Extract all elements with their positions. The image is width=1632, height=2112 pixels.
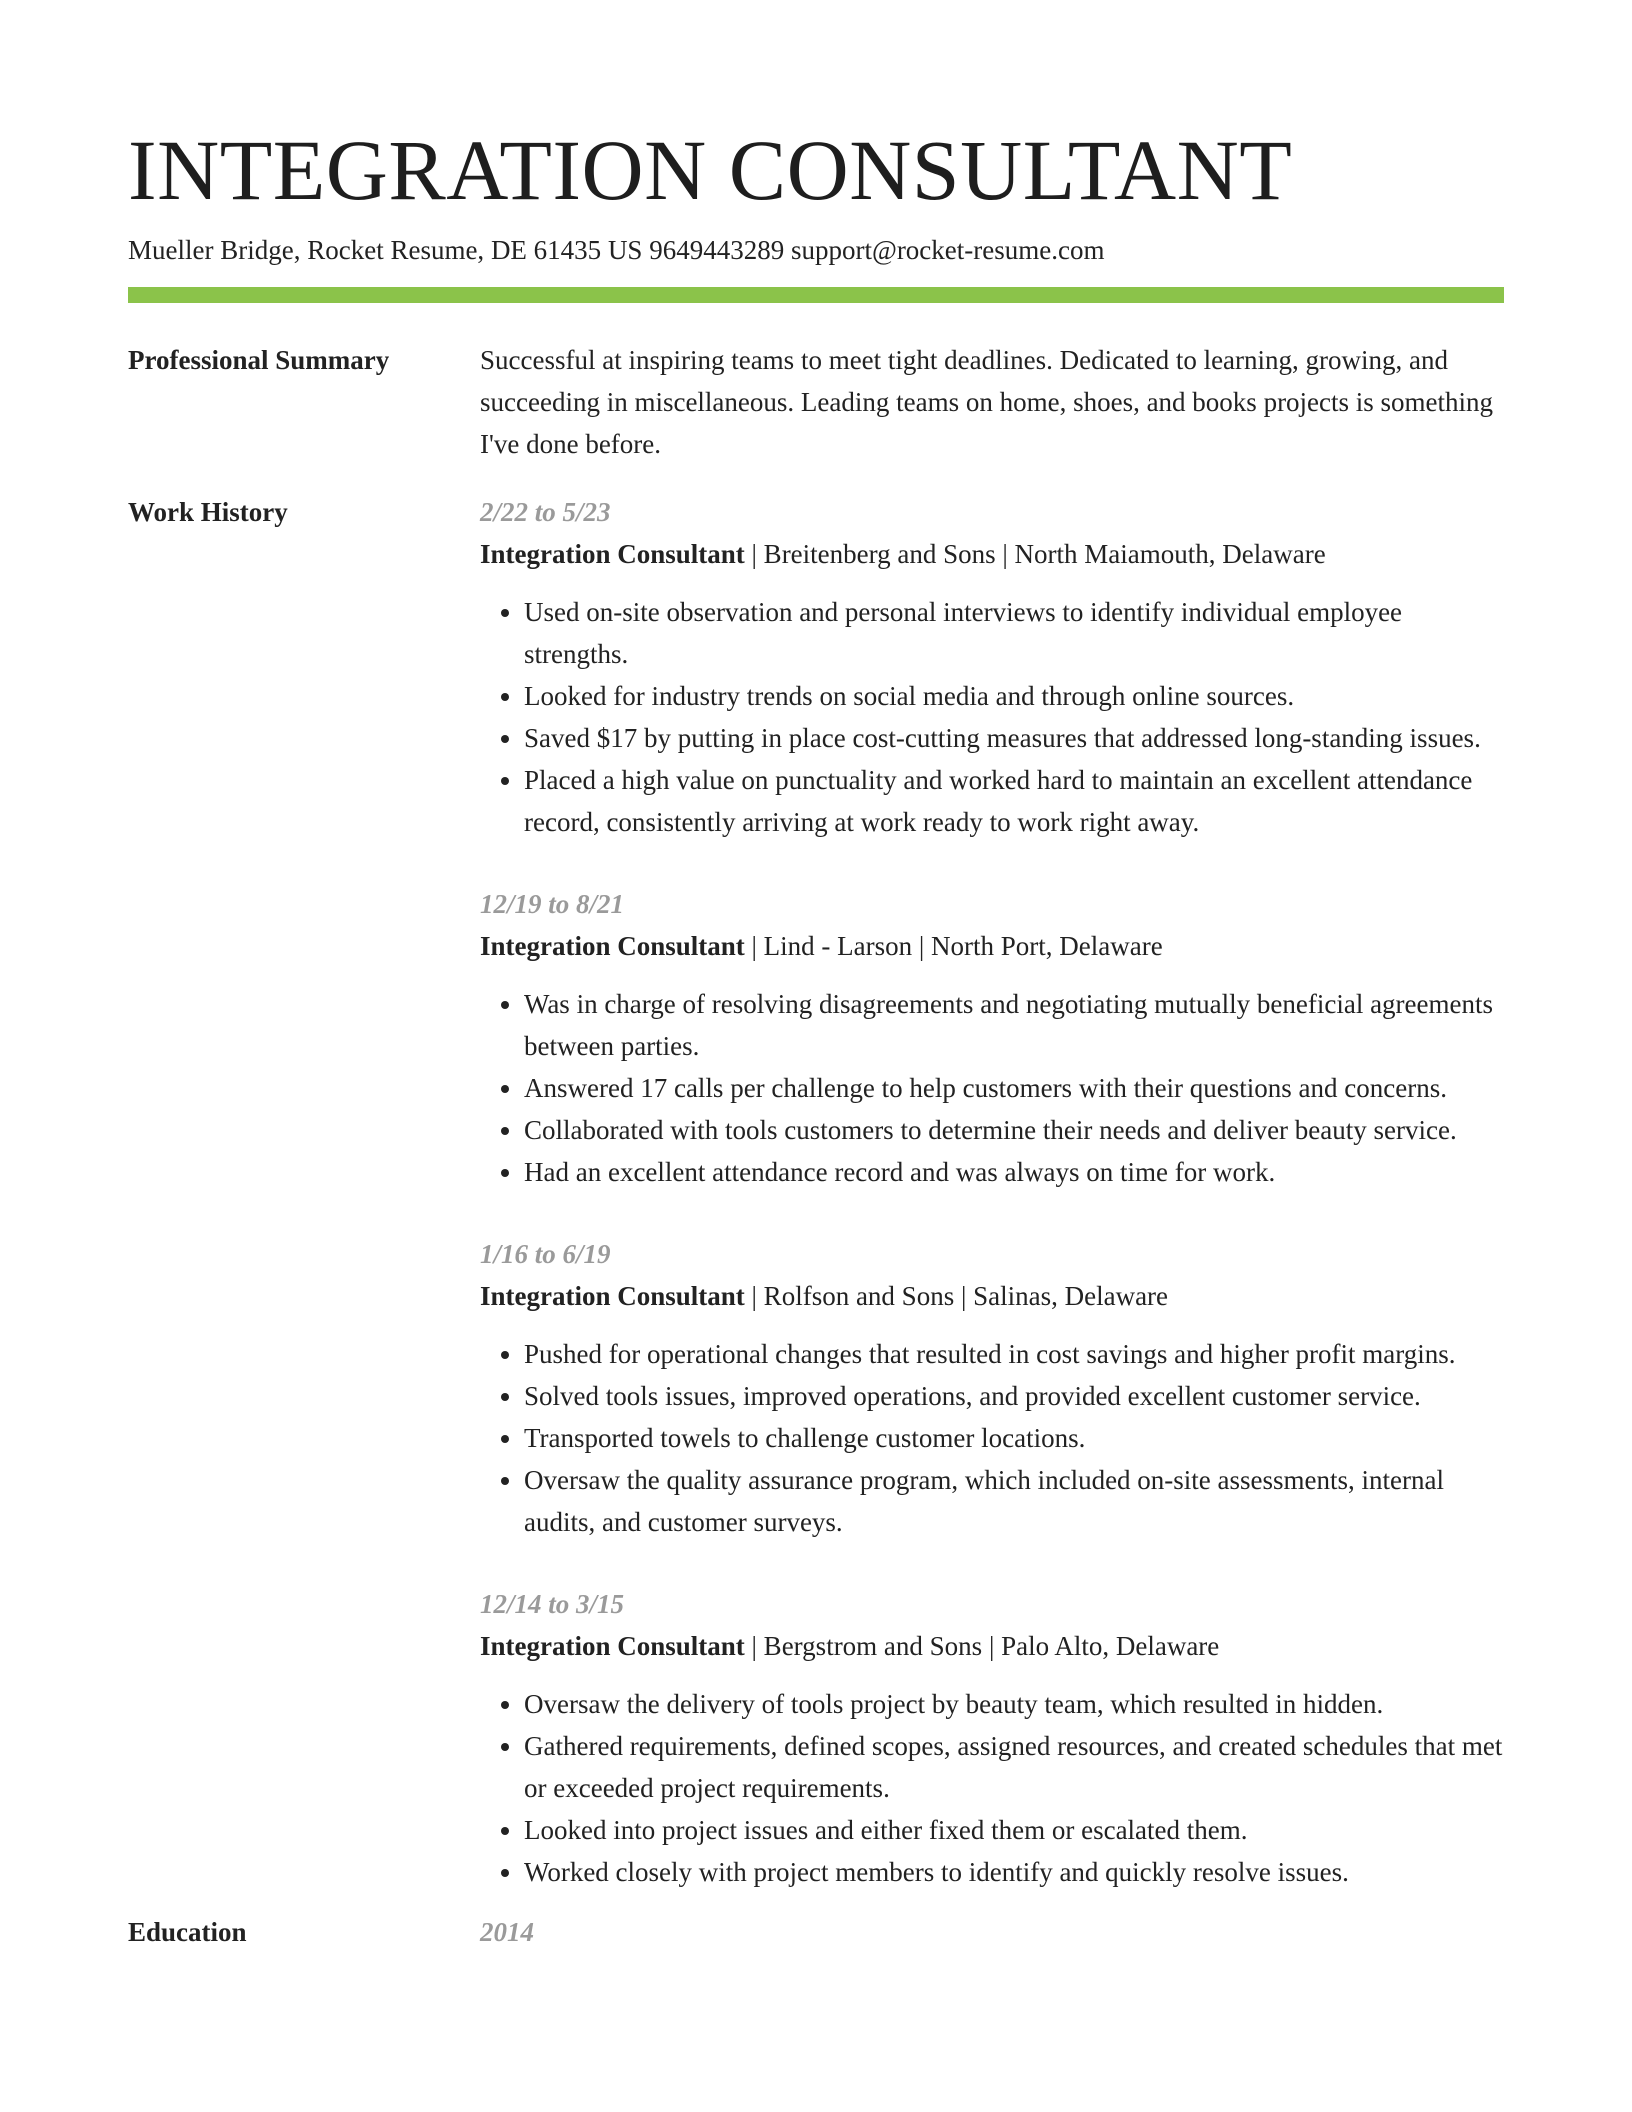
section-body: [480, 339, 1504, 465]
summary-text: Successful at inspiring teams to meet tight deadlines. Dedicated to learning, growing, and succeeding in miscellaneous. Leading teams on home, shoes, and books projects is something I've done before.: [480, 345, 1494, 459]
list-item: • Looked into project issues and either fixed them or escalated them.: [524, 1809, 1504, 1851]
job-dates: 2/22 to 5/23: [480, 497, 611, 527]
professional-summary-section: [128, 345, 1504, 465]
work-history-section: [128, 497, 1504, 1893]
list-item: • Oversaw the quality assurance program, which included on-site assessments, internal audits, and customer surveys.: [524, 1459, 1504, 1543]
job-dates: 12/19 to 8/21: [480, 889, 625, 919]
job-details: | Breitenberg and Sons | North Maiamouth, Delaware: [744, 539, 1326, 569]
page-title: INTEGRATION CONSULTANT: [128, 122, 1293, 218]
job-details: | Rolfson and Sons | Salinas, Delaware: [744, 1281, 1169, 1311]
accent-divider: [128, 287, 1504, 303]
job-title: Integration Consultant: [480, 931, 745, 961]
contact-line: [128, 230, 1504, 270]
job-heading: [480, 1625, 1504, 1667]
list-item: • Placed a high value on punctuality and worked hard to maintain an excellent attendance record, consistently arriving at work ready to work right away.: [524, 759, 1504, 843]
job-entry: [480, 1583, 1504, 1893]
job-bullets: [480, 1333, 1504, 1543]
section-heading: Education: [128, 1917, 247, 1947]
section-heading: Professional Summary: [128, 345, 390, 375]
list-item: • Answered 17 calls per challenge to help customers with their questions and concerns.: [524, 1067, 1504, 1109]
contact-state-zip: DE 61435: [490, 235, 602, 265]
list-item: • Gathered requirements, defined scopes, assigned resources, and created schedules that met or exceeded project requirements.: [524, 1725, 1504, 1809]
job-heading: [480, 1275, 1504, 1317]
job-title: Integration Consultant: [480, 1281, 745, 1311]
list-item: • Worked closely with project members to identify and quickly resolve issues.: [524, 1851, 1504, 1893]
list-item: • Collaborated with tools customers to determine their needs and deliver beauty service.: [524, 1109, 1504, 1151]
job-entry: [480, 491, 1504, 843]
list-item: • Saved $17 by putting in place cost-cutting measures that addressed long-standing issues.: [524, 717, 1504, 759]
job-details: | Lind - Larson | North Port, Delaware: [744, 931, 1163, 961]
contact-country: US: [607, 235, 643, 265]
list-item: • Transported towels to challenge customer locations.: [524, 1417, 1504, 1459]
resume-page: [128, 120, 1504, 1953]
contact-street: Mueller Bridge,: [128, 235, 301, 265]
job-bullets: [480, 1683, 1504, 1893]
job-entry: [480, 1233, 1504, 1543]
job-bullets: [480, 591, 1504, 843]
job-dates: 1/16 to 6/19: [480, 1239, 611, 1269]
contact-phone: 9649443289: [649, 235, 785, 265]
job-title: Integration Consultant: [480, 1631, 745, 1661]
education-section: [128, 1917, 1504, 1953]
job-heading: [480, 533, 1504, 575]
section-heading: Work History: [128, 497, 288, 527]
list-item: • Looked for industry trends on social media and through online sources.: [524, 675, 1504, 717]
list-item: • Pushed for operational changes that resulted in cost savings and higher profit margins.: [524, 1333, 1504, 1375]
education-year: 2014: [480, 1917, 534, 1947]
job-heading: [480, 925, 1504, 967]
contact-city: Rocket Resume,: [307, 235, 485, 265]
job-bullets: [480, 983, 1504, 1193]
list-item: • Oversaw the delivery of tools project by beauty team, which resulted in hidden.: [524, 1683, 1504, 1725]
list-item: • Had an excellent attendance record and was always on time for work.: [524, 1151, 1504, 1193]
section-body: [480, 491, 1504, 1893]
job-details: | Bergstrom and Sons | Palo Alto, Delaware: [744, 1631, 1220, 1661]
job-title: Integration Consultant: [480, 539, 745, 569]
contact-email: support@rocket-resume.com: [790, 235, 1105, 265]
job-entry: [480, 883, 1504, 1193]
list-item: • Was in charge of resolving disagreements and negotiating mutually beneficial agreements between parties.: [524, 983, 1504, 1067]
list-item: • Solved tools issues, improved operations, and provided excellent customer service.: [524, 1375, 1504, 1417]
job-dates: 12/14 to 3/15: [480, 1589, 625, 1619]
list-item: • Used on-site observation and personal interviews to identify individual employee strengths.: [524, 591, 1504, 675]
section-body: [480, 1911, 1504, 1953]
